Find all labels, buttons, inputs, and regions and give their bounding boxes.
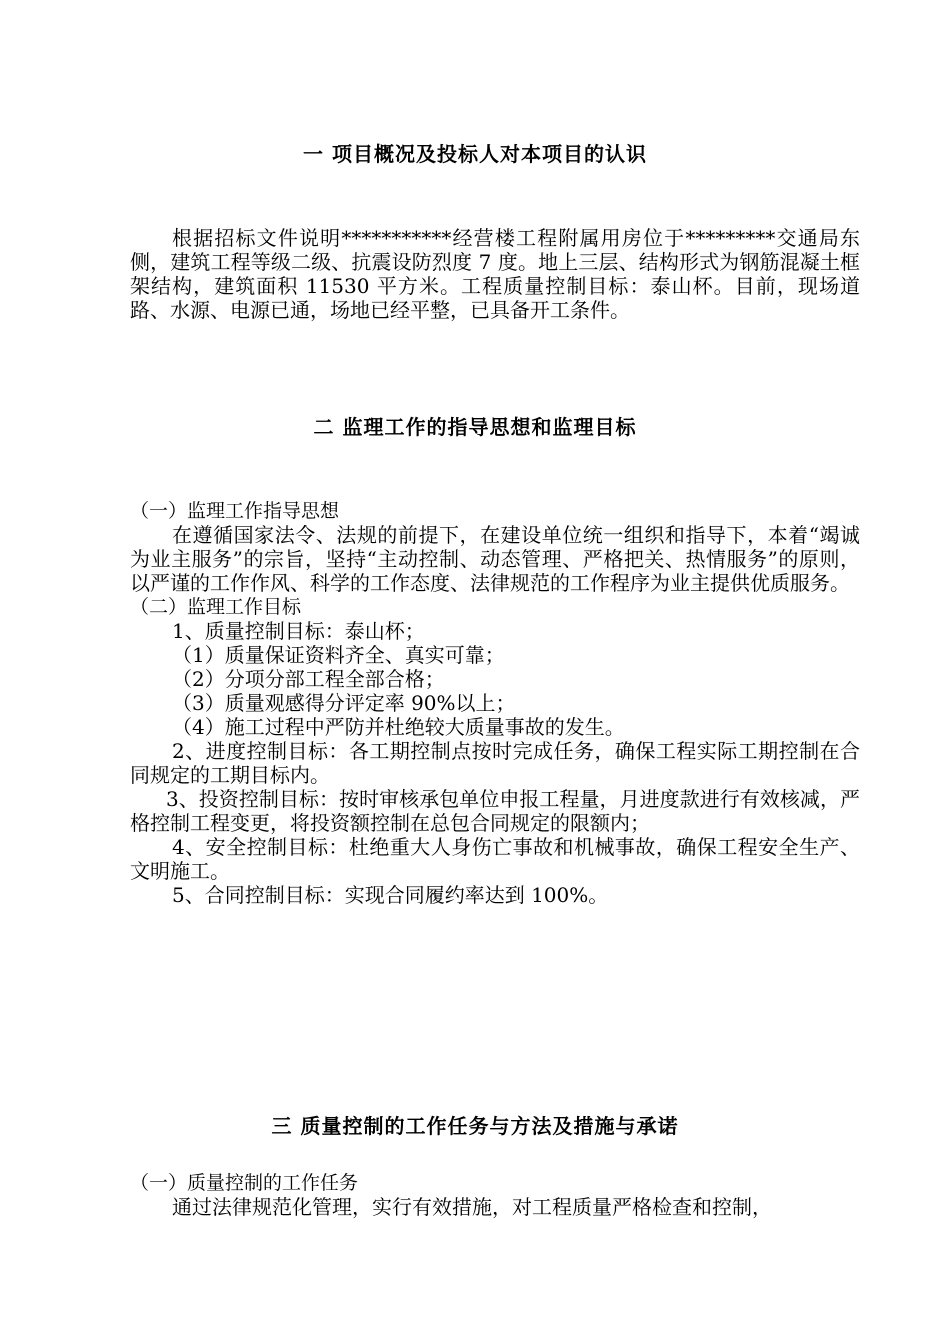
goal-item-schedule: 2、进度控制目标：各工期控制点按时完成任务，确保工程实际工期控制在合同规定的工期目标内。 — [130, 739, 860, 787]
goal-subitem-2: （2）分项分部工程全部合格； — [172, 667, 445, 691]
goal-item-investment: 3、投资控制目标：按时审核承包单位申报工程量，月进度款进行有效核减，严格控制工程变更，将投资额控制在总包合同规定的限额内； — [130, 787, 860, 835]
goal-item-contract: 5、合同控制目标：实现合同履约率达到 100%。 — [172, 883, 609, 907]
quality-tasks-paragraph: 通过法律规范化管理，实行有效措施，对工程质量严格检查和控制， — [172, 1195, 772, 1219]
guiding-ideology-paragraph: 在遵循国家法令、法规的前提下，在建设单位统一组织和指导下，本着“竭诚为业主服务”的宗旨，坚持“主动控制、动态管理、严格把关、热情服务”的原则，以严谨的工作作风、科学的工作态度、法律规范的工作程序为业主提供优质服务。 — [130, 523, 860, 595]
goal-subitem-1: （1）质量保证资料齐全、真实可靠； — [172, 643, 505, 667]
section-3-title: 三 质量控制的工作任务与方法及措施与承诺 — [271, 1114, 679, 1138]
section-2-body — [130, 499, 860, 907]
guiding-ideology-heading: （一）监理工作指导思想 — [130, 500, 340, 522]
section-2-title: 二 监理工作的指导思想和监理目标 — [313, 415, 637, 439]
goal-subitem-4: （4）施工过程中严防并杜绝较大质量事故的发生。 — [172, 715, 625, 739]
supervision-goals-heading: （二）监理工作目标 — [130, 596, 302, 618]
section-1-title: 一 项目概况及投标人对本项目的认识 — [303, 142, 647, 166]
goal-item-quality: 1、质量控制目标：泰山杯； — [172, 619, 425, 643]
project-overview-paragraph: 根据招标文件说明***********经营楼工程附属用房位于*********交通局东侧，建筑工程等级二级、抗震设防烈度 7 度。地上三层、结构形式为钢筋混凝土框架结构，建筑面积 11530 平方米。工程质量控制目标：泰山杯。目前，现场道路、水源、电源已通，场地已经平整，已具备开工条件。 — [130, 226, 860, 322]
goal-item-safety: 4、安全控制目标：杜绝重大人身伤亡事故和机械事故，确保工程安全生产、文明施工。 — [130, 835, 860, 883]
section-1-body — [130, 226, 860, 322]
quality-tasks-heading: （一）质量控制的工作任务 — [130, 1172, 359, 1194]
goal-subitem-3: （3）质量观感得分评定率 90%以上； — [172, 691, 516, 715]
section-3-body — [130, 1171, 860, 1219]
